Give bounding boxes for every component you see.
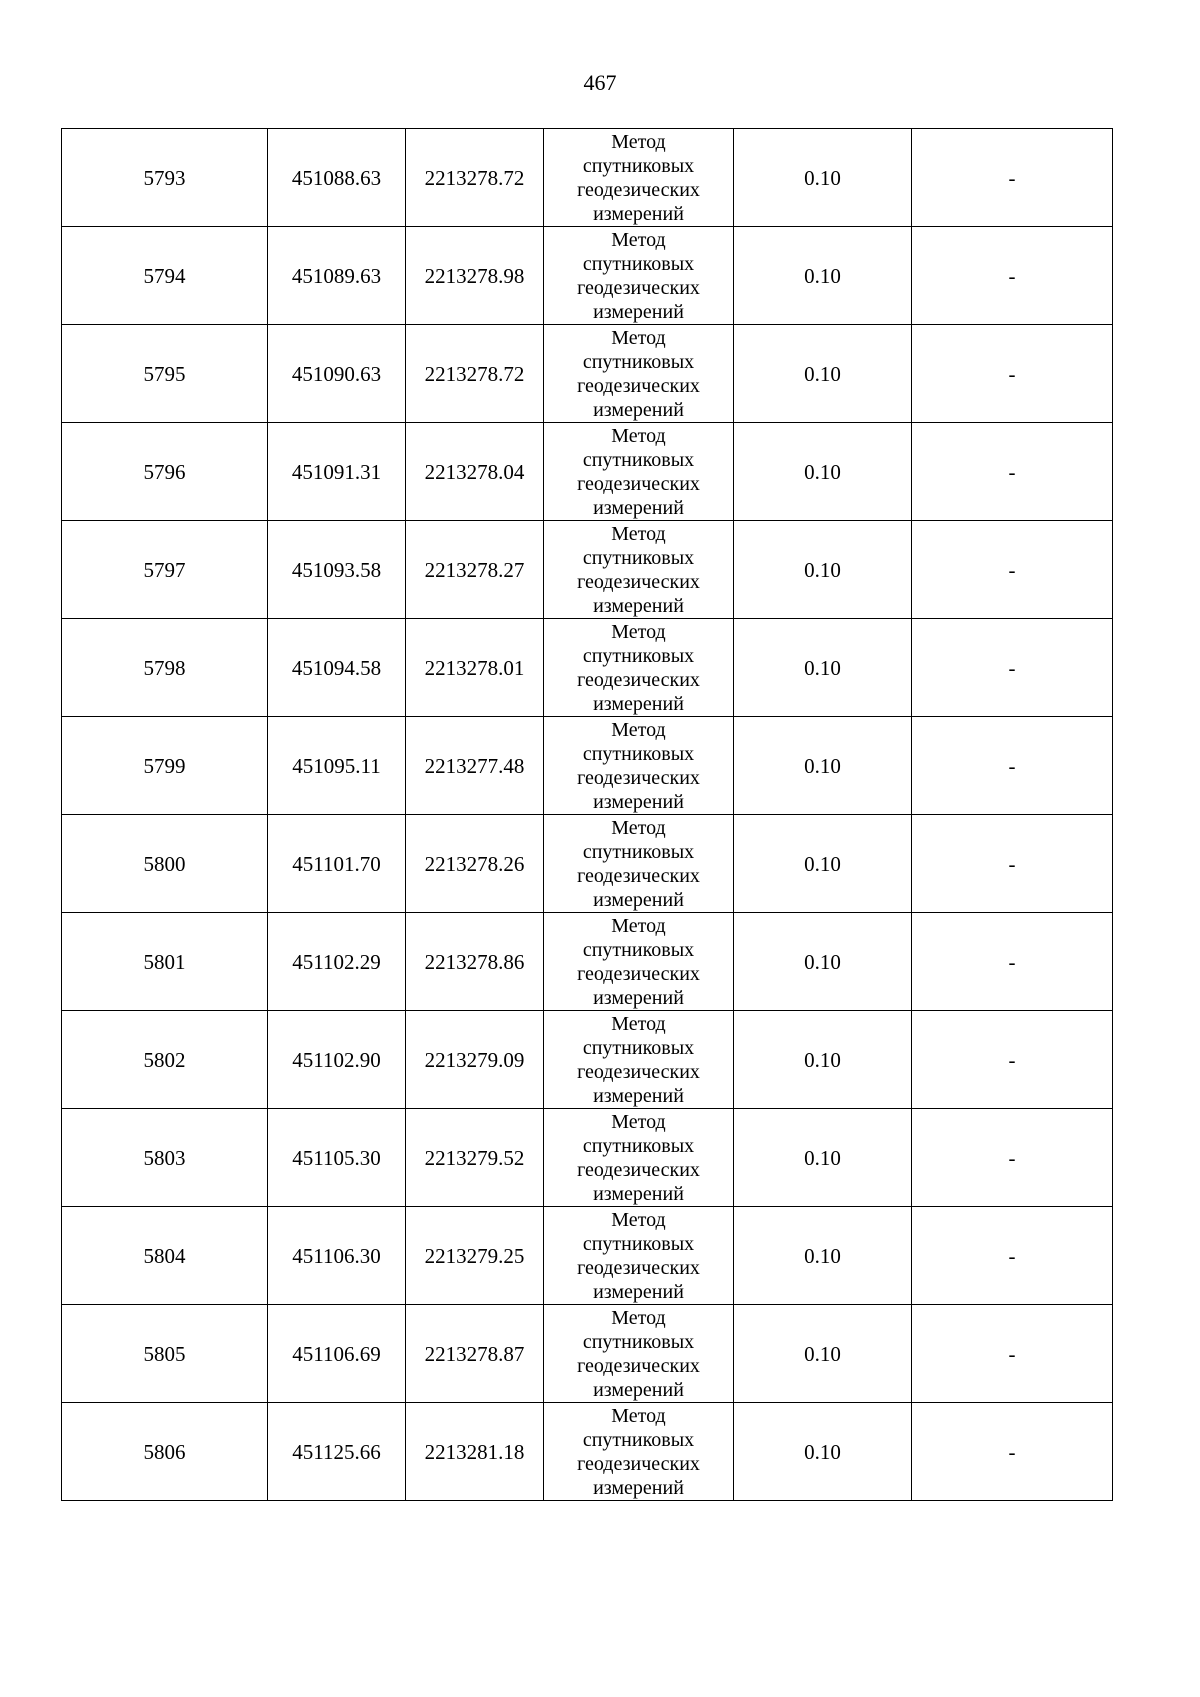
method-cell [544,1207,734,1305]
note-cell: - [912,1207,1113,1305]
method-text-line: геодезических [577,178,700,201]
method-text-line: измерений [593,300,684,323]
method-text-line: Метод [611,1110,666,1133]
method-text-line: измерений [593,1476,684,1499]
method-text-line: спутниковых [582,252,695,275]
accuracy-cell: 0.10 [734,1207,912,1305]
method-text-line: геодезических [577,276,700,299]
method-text-line: измерений [593,1378,684,1401]
point-number-cell: 5800 [62,815,268,913]
table-row [62,717,1113,815]
note-cell: - [912,717,1113,815]
x-coordinate-cell: 451125.66 [268,1403,406,1501]
note-cell: - [912,423,1113,521]
method-cell [544,129,734,227]
note-cell: - [912,1305,1113,1403]
method-text-line: спутниковых [582,154,695,177]
method-text-line: спутниковых [582,742,695,765]
method-cell [544,913,734,1011]
accuracy-cell: 0.10 [734,815,912,913]
method-text-line: Метод [611,228,666,251]
x-coordinate-cell: 451106.69 [268,1305,406,1403]
method-text-line: Метод [611,1306,666,1329]
method-text-line: геодезических [577,1060,700,1083]
method-cell [544,423,734,521]
method-text-line: геодезических [577,1354,700,1377]
method-text-line: Метод [611,326,666,349]
method-text-line: измерений [593,594,684,617]
method-text-line: спутниковых [582,1134,695,1157]
point-number-cell: 5799 [62,717,268,815]
method-text-line: Метод [611,816,666,839]
accuracy-cell: 0.10 [734,521,912,619]
method-text-line: Метод [611,130,666,153]
method-text-line: измерений [593,888,684,911]
method-text-line: Метод [611,914,666,937]
accuracy-cell: 0.10 [734,129,912,227]
note-cell: - [912,913,1113,1011]
note-cell: - [912,1403,1113,1501]
note-cell: - [912,619,1113,717]
y-coordinate-cell: 2213281.18 [406,1403,544,1501]
table-row [62,1011,1113,1109]
note-cell: - [912,227,1113,325]
y-coordinate-cell: 2213278.87 [406,1305,544,1403]
method-text-line: Метод [611,1208,666,1231]
method-text-line: спутниковых [582,1036,695,1059]
accuracy-cell: 0.10 [734,227,912,325]
y-coordinate-cell: 2213278.72 [406,325,544,423]
x-coordinate-cell: 451102.29 [268,913,406,1011]
table-row [62,1403,1113,1501]
method-text-line: Метод [611,424,666,447]
method-text-line: геодезических [577,766,700,789]
method-text-line: геодезических [577,1256,700,1279]
note-cell: - [912,1011,1113,1109]
x-coordinate-cell: 451102.90 [268,1011,406,1109]
method-text-line: спутниковых [582,546,695,569]
note-cell: - [912,129,1113,227]
method-text-line: спутниковых [582,1330,695,1353]
y-coordinate-cell: 2213278.98 [406,227,544,325]
method-cell [544,1403,734,1501]
method-text-line: спутниковых [582,1232,695,1255]
method-cell [544,227,734,325]
accuracy-cell: 0.10 [734,325,912,423]
y-coordinate-cell: 2213277.48 [406,717,544,815]
table-row [62,913,1113,1011]
method-text-line: измерений [593,202,684,225]
point-number-cell: 5801 [62,913,268,1011]
method-cell [544,325,734,423]
y-coordinate-cell: 2213278.27 [406,521,544,619]
x-coordinate-cell: 451089.63 [268,227,406,325]
point-number-cell: 5798 [62,619,268,717]
method-cell [544,1011,734,1109]
table-row [62,1207,1113,1305]
method-text-line: измерений [593,398,684,421]
point-number-cell: 5805 [62,1305,268,1403]
x-coordinate-cell: 451095.11 [268,717,406,815]
method-text-line: измерений [593,1280,684,1303]
table-row [62,1305,1113,1403]
point-number-cell: 5794 [62,227,268,325]
point-number-cell: 5796 [62,423,268,521]
point-number-cell: 5806 [62,1403,268,1501]
x-coordinate-cell: 451091.31 [268,423,406,521]
table-row [62,129,1113,227]
table-row [62,521,1113,619]
accuracy-cell: 0.10 [734,717,912,815]
y-coordinate-cell: 2213278.01 [406,619,544,717]
table-row [62,815,1113,913]
note-cell: - [912,1109,1113,1207]
method-cell [544,619,734,717]
method-text-line: измерений [593,986,684,1009]
accuracy-cell: 0.10 [734,1011,912,1109]
method-text-line: спутниковых [582,644,695,667]
x-coordinate-cell: 451094.58 [268,619,406,717]
method-text-line: измерений [593,1084,684,1107]
accuracy-cell: 0.10 [734,619,912,717]
y-coordinate-cell: 2213279.09 [406,1011,544,1109]
y-coordinate-cell: 2213278.04 [406,423,544,521]
method-cell [544,1305,734,1403]
method-cell [544,717,734,815]
y-coordinate-cell: 2213279.25 [406,1207,544,1305]
x-coordinate-cell: 451090.63 [268,325,406,423]
method-text-line: спутниковых [582,448,695,471]
x-coordinate-cell: 451093.58 [268,521,406,619]
method-text-line: геодезических [577,1158,700,1181]
accuracy-cell: 0.10 [734,423,912,521]
method-text-line: измерений [593,692,684,715]
point-number-cell: 5797 [62,521,268,619]
table-row [62,423,1113,521]
note-cell: - [912,815,1113,913]
method-text-line: спутниковых [582,938,695,961]
page-number: 467 [583,70,617,95]
method-cell [544,521,734,619]
method-text-line: геодезических [577,472,700,495]
point-number-cell: 5793 [62,129,268,227]
table-body [62,129,1113,1501]
y-coordinate-cell: 2213278.26 [406,815,544,913]
method-text-line: геодезических [577,668,700,691]
method-text-line: измерений [593,1182,684,1205]
method-text-line: геодезических [577,1452,700,1475]
method-text-line: измерений [593,496,684,519]
method-text-line: геодезических [577,962,700,985]
method-text-line: геодезических [577,374,700,397]
table-row [62,325,1113,423]
table-row [62,1109,1113,1207]
y-coordinate-cell: 2213279.52 [406,1109,544,1207]
method-text-line: Метод [611,1404,666,1427]
point-number-cell: 5803 [62,1109,268,1207]
accuracy-cell: 0.10 [734,1403,912,1501]
accuracy-cell: 0.10 [734,1305,912,1403]
method-text-line: Метод [611,718,666,741]
x-coordinate-cell: 451101.70 [268,815,406,913]
point-number-cell: 5795 [62,325,268,423]
method-text-line: спутниковых [582,1428,695,1451]
method-text-line: спутниковых [582,350,695,373]
method-cell [544,815,734,913]
y-coordinate-cell: 2213278.86 [406,913,544,1011]
table-row [62,619,1113,717]
method-text-line: геодезических [577,864,700,887]
method-text-line: измерений [593,790,684,813]
method-cell [544,1109,734,1207]
note-cell: - [912,325,1113,423]
accuracy-cell: 0.10 [734,1109,912,1207]
method-text-line: Метод [611,522,666,545]
table-row [62,227,1113,325]
point-number-cell: 5802 [62,1011,268,1109]
x-coordinate-cell: 451088.63 [268,129,406,227]
accuracy-cell: 0.10 [734,913,912,1011]
note-cell: - [912,521,1113,619]
method-text-line: геодезических [577,570,700,593]
x-coordinate-cell: 451106.30 [268,1207,406,1305]
point-number-cell: 5804 [62,1207,268,1305]
method-text-line: Метод [611,620,666,643]
y-coordinate-cell: 2213278.72 [406,129,544,227]
method-text-line: спутниковых [582,840,695,863]
coordinates-table [61,128,1113,1501]
x-coordinate-cell: 451105.30 [268,1109,406,1207]
method-text-line: Метод [611,1012,666,1035]
